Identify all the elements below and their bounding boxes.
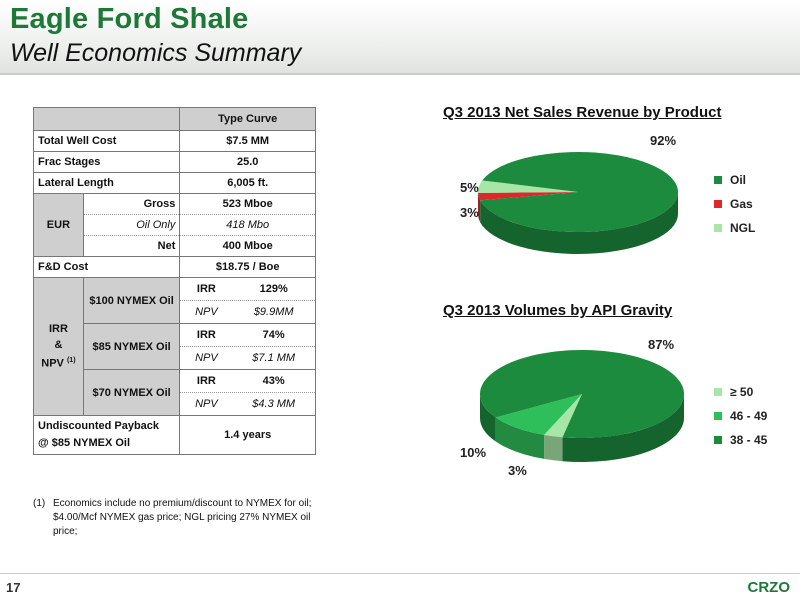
slide-subtitle: Well Economics Summary	[10, 39, 302, 67]
row-value-total-well-cost: $7.5 MM	[180, 131, 316, 152]
legend-item-gas	[714, 192, 755, 216]
table-row	[34, 194, 316, 215]
row-value-fd-cost: $18.75 / Boe	[180, 257, 316, 278]
legend-label: ≥ 50	[730, 385, 754, 399]
legend-label: Gas	[730, 197, 753, 211]
scenario-label-70: $70 NYMEX Oil	[83, 370, 180, 416]
row-value-lateral-length: 6,005 ft.	[180, 173, 316, 194]
table-header-row	[34, 108, 316, 131]
npv-value: $4.3 MM	[252, 398, 296, 410]
npv-value: $7.1 MM	[252, 352, 296, 364]
eur-net-value: 400 Mboe	[180, 236, 316, 257]
table-row	[34, 278, 316, 324]
scenario-label-85: $85 NYMEX Oil	[83, 324, 180, 370]
chart1-revenue-pie	[470, 140, 700, 260]
footnote-number: (1)	[33, 498, 46, 509]
footer-divider	[0, 573, 800, 574]
chart2-label-50: 3%	[508, 463, 527, 478]
legend-swatch	[714, 412, 722, 420]
irr-value: 129%	[259, 283, 288, 295]
scenario-label-100: $100 NYMEX Oil	[83, 278, 180, 324]
slide-title: Eagle Ford Shale	[10, 3, 249, 35]
chart2-label-38-45: 87%	[648, 337, 675, 352]
irr-npv-label	[34, 278, 84, 416]
row-label-frac-stages: Frac Stages	[34, 152, 180, 173]
chart1-legend	[714, 168, 755, 240]
eur-oil-only-value: 418 Mbo	[180, 215, 316, 236]
legend-label: 46 - 49	[730, 409, 768, 423]
row-value-payback: 1.4 years	[180, 416, 316, 455]
pie-side--50	[544, 435, 562, 461]
legend-label: NGL	[730, 221, 756, 235]
table-row	[34, 131, 316, 152]
payback-label-line1: Undiscounted Payback	[38, 420, 160, 432]
chart2-api-gravity-pie	[470, 338, 700, 468]
table-row	[34, 173, 316, 194]
legend-item-oil	[714, 168, 755, 192]
chart2-label-46-49: 10%	[460, 445, 487, 460]
chart1-title: Q3 2013 Net Sales Revenue by Product	[443, 104, 722, 121]
slide-header	[0, 0, 800, 74]
legend-label: Oil	[730, 173, 747, 187]
legend-swatch	[714, 200, 722, 208]
header-divider	[0, 73, 800, 75]
npv-label: NPV	[195, 352, 218, 364]
legend-swatch	[714, 436, 722, 444]
footnote	[33, 497, 333, 539]
table-header-blank	[34, 108, 180, 131]
table-row	[34, 257, 316, 278]
table-row	[34, 152, 316, 173]
row-label-fd-cost: F&D Cost	[34, 257, 180, 278]
chart1-label-ngl: 5%	[460, 180, 479, 195]
row-value-frac-stages: 25.0	[180, 152, 316, 173]
page-number: 17	[6, 580, 21, 595]
irr-label: IRR	[196, 375, 216, 387]
eur-gross-value: 523 Mboe	[180, 194, 316, 215]
chart1-label-oil: 92%	[650, 133, 677, 148]
legend-label: 38 - 45	[730, 433, 768, 447]
irr-label: IRR	[196, 329, 216, 341]
irr-npv-label-line1: IRR	[48, 323, 68, 336]
irr-npv-label-line2: &	[54, 339, 63, 352]
irr-npv-label-npv: NPV	[41, 357, 64, 370]
footnote-text: Economics include no premium/discount to NYMEX for oil; $4.00/Mcf NYMEX gas price; NGL pricing 27% NYMEX oil price;	[53, 498, 312, 537]
chart2-legend	[714, 380, 767, 452]
table-row	[34, 416, 316, 455]
legend-item-gt50	[714, 380, 767, 404]
legend-swatch	[714, 388, 722, 396]
row-label-lateral-length: Lateral Length	[34, 173, 180, 194]
npv-value: $9.9MM	[253, 306, 294, 318]
payback-label-line2: @ $85 NYMEX Oil	[38, 437, 131, 449]
eur-gross-label: Gross	[83, 194, 180, 215]
legend-swatch	[714, 224, 722, 232]
legend-swatch	[714, 176, 722, 184]
row-label-payback	[34, 416, 180, 455]
legend-item-46-49	[714, 404, 767, 428]
scenario-values-100	[180, 278, 316, 324]
scenario-values-70	[180, 370, 316, 416]
table-col-header: Type Curve	[180, 108, 316, 131]
chart1-label-gas: 3%	[460, 205, 479, 220]
company-logo: CRZO	[747, 579, 790, 596]
chart2-title: Q3 2013 Volumes by API Gravity	[443, 302, 673, 319]
row-label-total-well-cost: Total Well Cost	[34, 131, 180, 152]
well-economics-table	[33, 107, 316, 455]
irr-value: 74%	[262, 329, 285, 341]
npv-label: NPV	[195, 306, 218, 318]
npv-label: NPV	[195, 398, 218, 410]
eur-oil-only-label: Oil Only	[83, 215, 180, 236]
irr-npv-label-line3	[38, 353, 79, 372]
legend-item-38-45	[714, 428, 767, 452]
irr-npv-footnote-ref: (1)	[66, 357, 76, 365]
scenario-values-85	[180, 324, 316, 370]
legend-item-ngl	[714, 216, 755, 240]
irr-value: 43%	[262, 375, 285, 387]
eur-net-label: Net	[83, 236, 180, 257]
eur-label: EUR	[34, 194, 84, 257]
irr-label: IRR	[196, 283, 216, 295]
